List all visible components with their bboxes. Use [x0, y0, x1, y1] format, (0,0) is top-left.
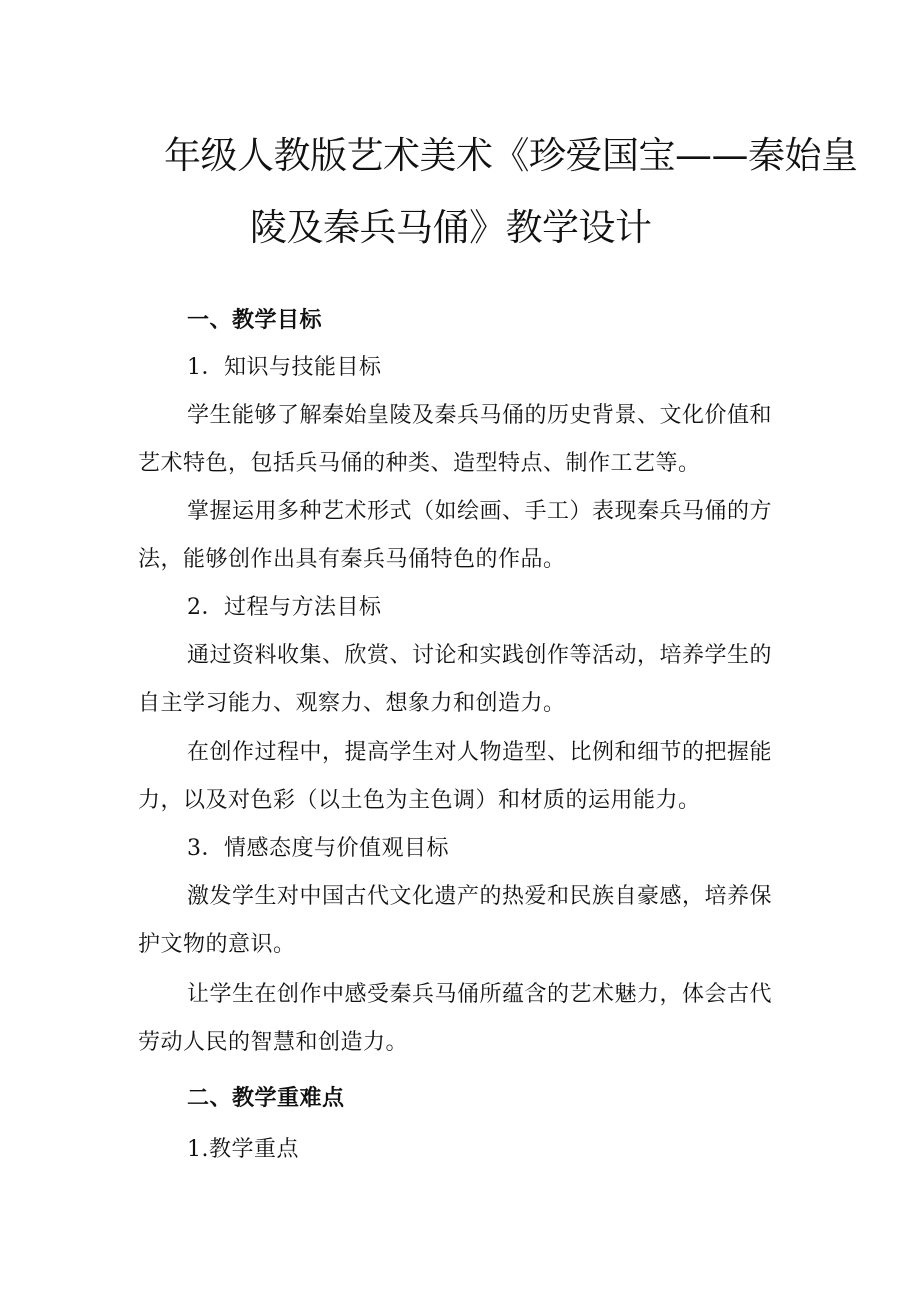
paragraph-line: 激发学生对中国古代文化遗产的热爱和民族自豪感，培养保 [187, 884, 773, 909]
paragraph-line: 护文物的意识。 [138, 932, 296, 957]
paragraph-line: 学生能够了解秦始皇陵及秦兵马俑的历史背景、文化价值和 [187, 403, 773, 428]
paragraph-line: 在创作过程中，提高学生对人物造型、比例和细节的把握能 [187, 740, 773, 765]
paragraph-line: 通过资料收集、欣赏、讨论和实践创作等活动，培养学生的 [187, 643, 773, 668]
paragraph-line: 力，以及对色彩（以土色为主色调）和材质的运用能力。 [138, 788, 701, 813]
paragraph-line: 劳动人民的智慧和创造力。 [138, 1030, 409, 1055]
subsection-heading-knowledge-skills: 1．知识与技能目标 [187, 355, 382, 380]
subsection-heading-emotion-values: 3．情感态度与价值观目标 [187, 836, 449, 861]
paragraph-line: 让学生在创作中感受秦兵马俑所蕴含的艺术魅力，体会古代 [187, 982, 773, 1007]
document-title-line-1: 年级人教版艺术美术《珍爱国宝——秦始皇 [164, 134, 858, 177]
section-heading-key-difficulties: 二、教学重难点 [187, 1086, 345, 1111]
paragraph-line: 法，能够创作出具有秦兵马俑特色的作品。 [138, 547, 566, 572]
paragraph-line: 自主学习能力、观察力、想象力和创造力。 [138, 691, 566, 716]
subsection-heading-process-method: 2．过程与方法目标 [187, 595, 382, 620]
section-heading-teaching-goals: 一、教学目标 [187, 308, 323, 333]
subsection-heading-teaching-focus: 1.教学重点 [187, 1137, 299, 1162]
paragraph-line: 掌握运用多种艺术形式（如绘画、手工）表现秦兵马俑的方 [187, 499, 773, 524]
paragraph-line: 艺术特色，包括兵马俑的种类、造型特点、制作工艺等。 [138, 451, 701, 476]
document-title-line-2: 陵及秦兵马俑》教学设计 [250, 206, 652, 249]
